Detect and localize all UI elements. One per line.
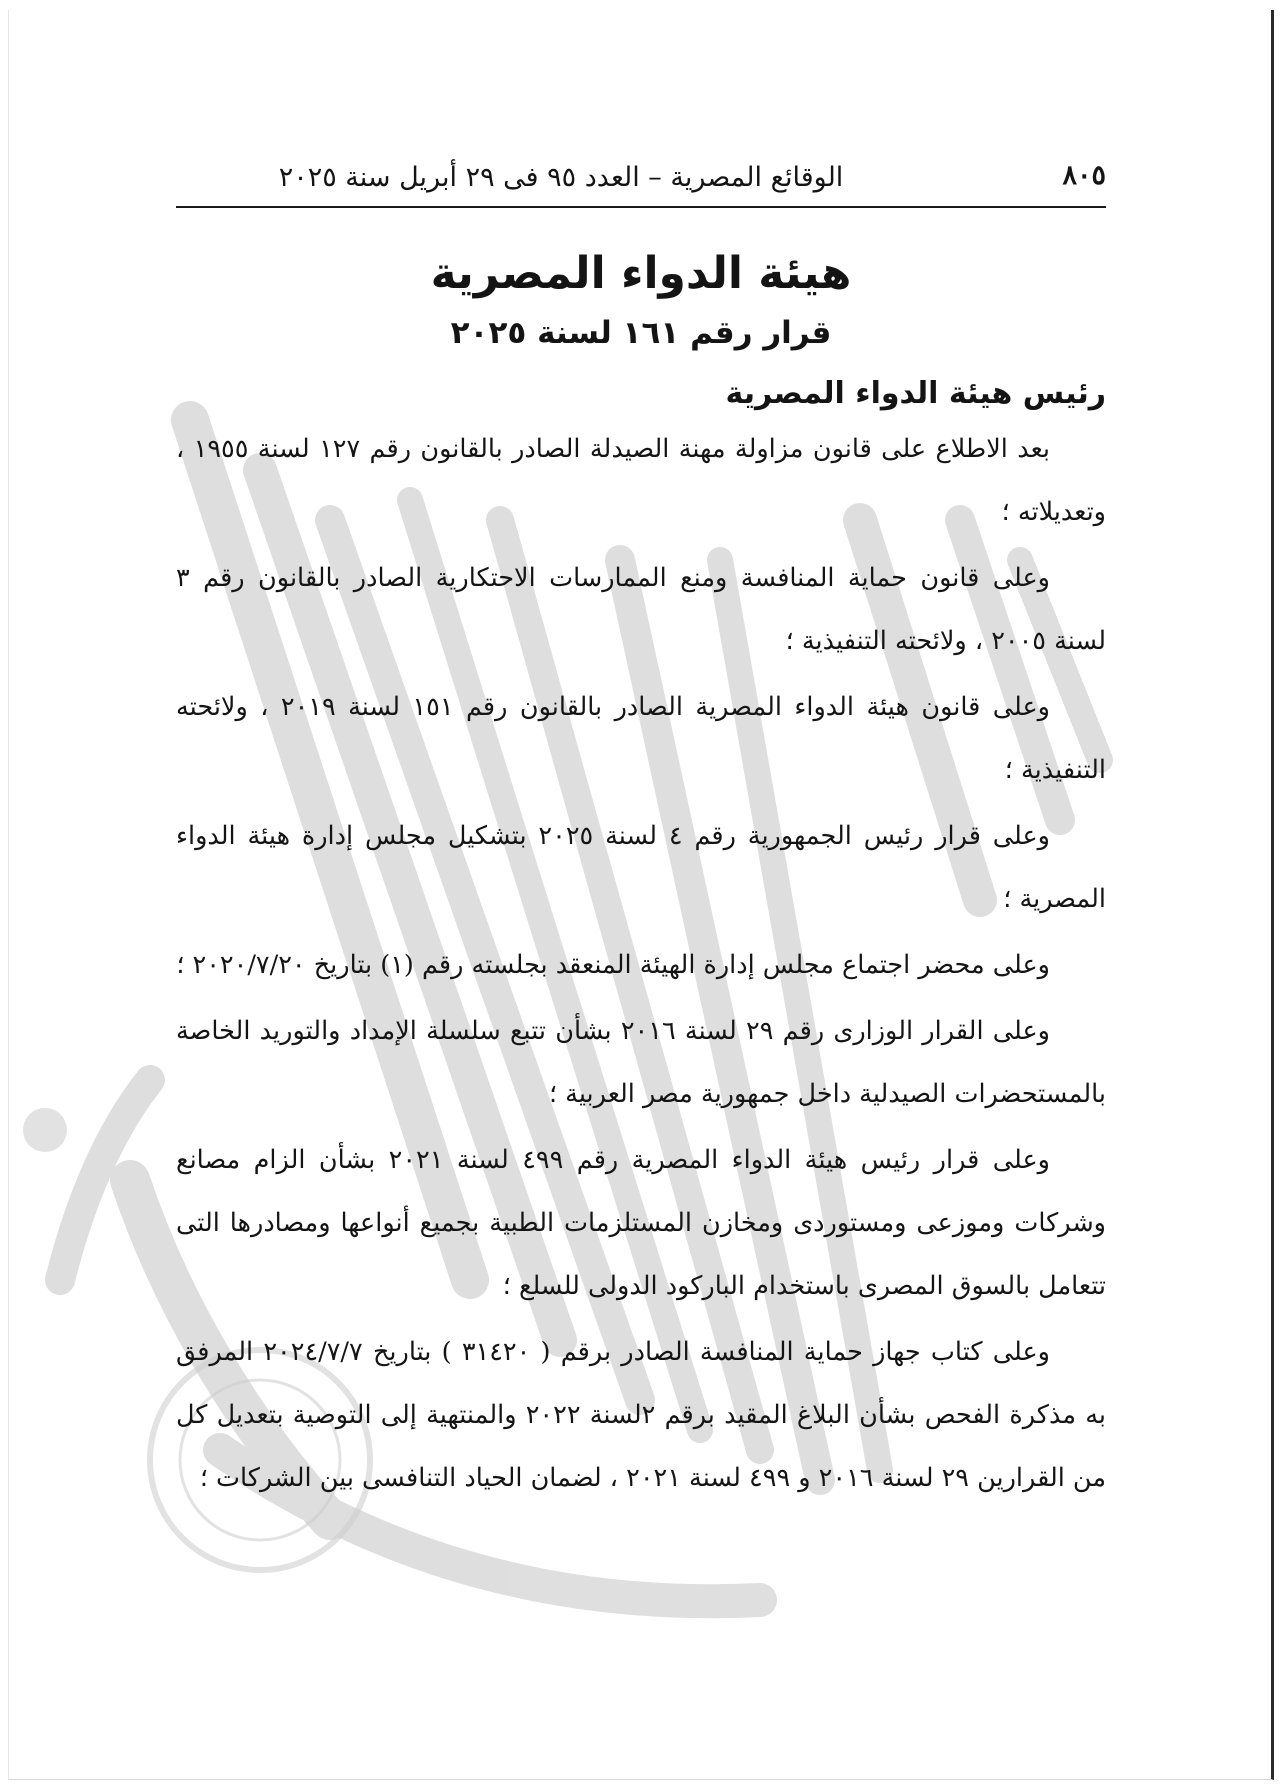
preamble-clause: وعلى قرار رئيس الجمهورية رقم ٤ لسنة ٢٠٢٥ بتشكيل مجلس إدارة هيئة الدواء المصرية ؛ bbox=[176, 820, 1106, 914]
preamble-clause: وعلى قرار رئيس هيئة الدواء المصرية رقم ٤٩٩ لسنة ٢٠٢١ بشأن الزام مصانع وشركات وموزعى ومستوردى ومخازن المستلزمات الطبية بجميع أنواعها ومصادرها التى تتعامل بالسوق المصرى باستخدام الباركود الدولى للسلع ؛ bbox=[176, 1144, 1106, 1301]
preamble-clause: وعلى كتاب جهاز حماية المنافسة الصادر برقم ( ٣١٤٢٠ ) بتاريخ ٢٠٢٤/٧/٧ المرفق به مذكرة الفحص بشأن البلاغ المقيد برقم ٢لسنة ٢٠٢٢ والمنتهية إلى التوصية بتعديل كل من القرارين ٢٩ لسنة ٢٠١٦ و ٤٩٩ لسنة ٢٠٢١ ، لضمان الحياد التنافسى بين الشركات ؛ bbox=[176, 1336, 1106, 1493]
preamble-clause: وعلى القرار الوزارى رقم ٢٩ لسنة ٢٠١٦ بشأن تتبع سلسلة الإمداد والتوريد الخاصة بالمستحضرات الصيدلية داخل جمهورية مصر العربية ؛ bbox=[176, 1015, 1106, 1109]
authority-title: هيئة الدواء المصرية bbox=[430, 248, 852, 299]
preamble-clause: وعلى قانون هيئة الدواء المصرية الصادر بالقانون رقم ١٥١ لسنة ٢٠١٩ ، ولائحته التنفيذية ؛ bbox=[176, 691, 1106, 785]
preamble-clause: وعلى قانون حماية المنافسة ومنع الممارسات الاحتكارية الصادر بالقانون رقم ٣ لسنة ٢٠٠٥ ، ولائحته التنفيذية ؛ bbox=[176, 562, 1106, 656]
running-header bbox=[176, 140, 1106, 208]
gazette-issue-line: الوقائع المصرية – العدد ٩٥ فى ٢٩ أبريل سنة ٢٠٢٥ bbox=[278, 162, 844, 193]
issuer-heading: رئيس هيئة الدواء المصرية bbox=[725, 375, 1106, 411]
document-body bbox=[176, 140, 1106, 1510]
preamble-clause: بعد الاطلاع على قانون مزاولة مهنة الصيدلة الصادر بالقانون رقم ١٢٧ لسنة ١٩٥٥ ، وتعديلاته ؛ bbox=[176, 433, 1106, 527]
decree-number: قرار رقم ١٦١ لسنة ٢٠٢٥ bbox=[450, 314, 832, 351]
page-number: ٨٠٥ bbox=[1062, 160, 1106, 191]
preamble-clause: وعلى محضر اجتماع مجلس إدارة الهيئة المنعقد بجلسته رقم (١) بتاريخ ٢٠٢٠/٧/٢٠ ؛ bbox=[176, 949, 1050, 980]
